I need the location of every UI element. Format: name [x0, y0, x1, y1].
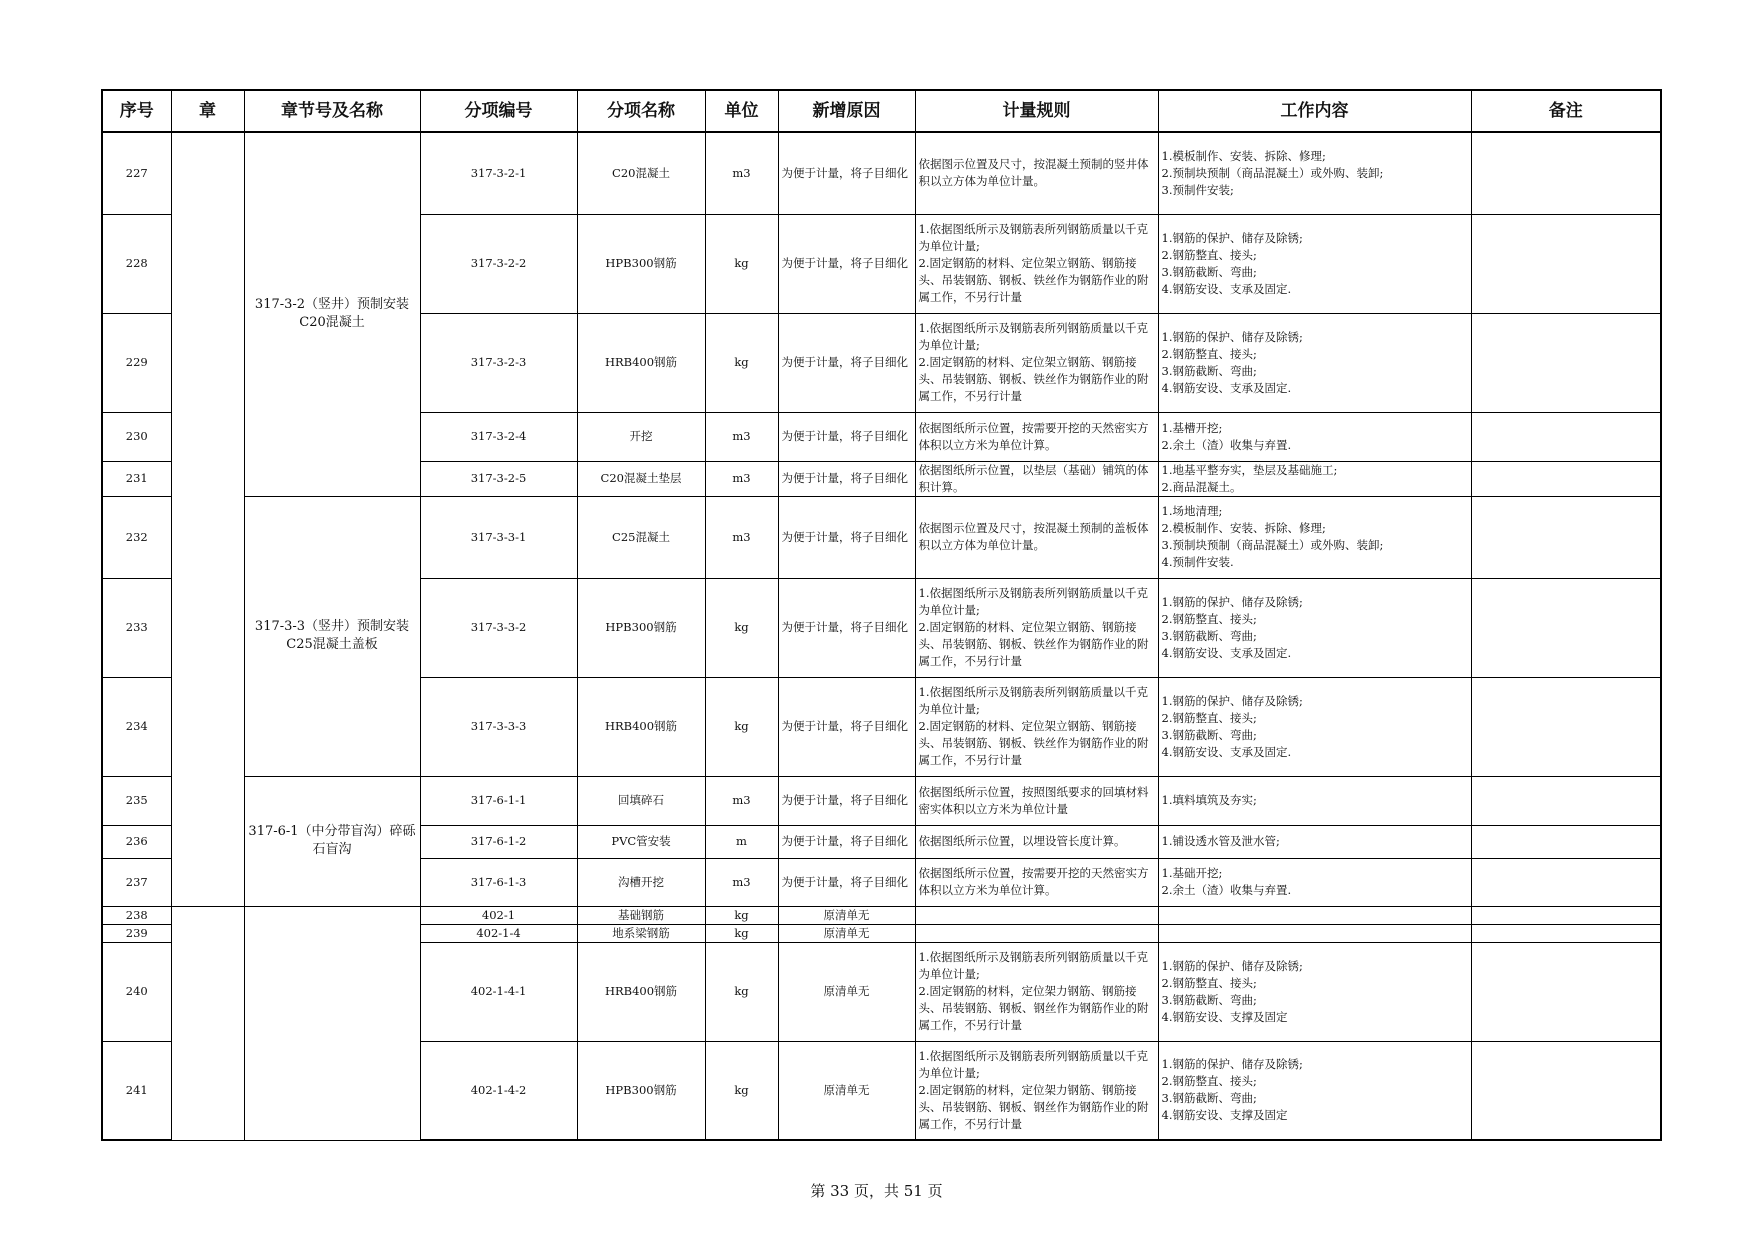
- row-unit: kg: [705, 313, 778, 412]
- row-note: [1471, 412, 1661, 461]
- table-row: [102, 132, 1661, 214]
- row-reason: 为便于计量，将子目细化: [778, 461, 915, 496]
- row-seq: 235: [102, 776, 171, 825]
- header-seq: 序号: [102, 90, 171, 132]
- row-item-code: 317-6-1-1: [420, 776, 577, 825]
- row-rule: [915, 924, 1158, 942]
- table-header-row: [102, 90, 1661, 132]
- row-item-code: 317-3-3-1: [420, 496, 577, 578]
- header-work: 工作内容: [1158, 90, 1471, 132]
- row-note: [1471, 906, 1661, 924]
- row-item-code: 317-6-1-2: [420, 825, 577, 858]
- page-number: 第 33 页，共 51 页: [810, 1182, 943, 1200]
- table-row: [102, 776, 1661, 825]
- row-seq: 241: [102, 1041, 171, 1140]
- row-work: 1.钢筋的保护、储存及除锈; 2.钢筋整直、接头; 3.钢筋截断、弯曲; 4.钢筋安设、支承及固定.: [1158, 578, 1471, 677]
- row-unit: kg: [705, 906, 778, 924]
- row-unit: m3: [705, 858, 778, 906]
- row-rule: 依据图示位置及尺寸，按混凝土预制的竖井体积以立方体为单位计量。: [915, 132, 1158, 214]
- row-work: [1158, 906, 1471, 924]
- row-seq: 238: [102, 906, 171, 924]
- row-reason: 原清单无: [778, 924, 915, 942]
- row-unit: kg: [705, 214, 778, 313]
- row-work: 1.场地清理; 2.模板制作、安装、拆除、修理; 3.预制块预制（商品混凝土）或外购、装卸; 4.预制件安装.: [1158, 496, 1471, 578]
- row-note: [1471, 677, 1661, 776]
- row-item-name: 地系梁钢筋: [577, 924, 705, 942]
- row-unit: kg: [705, 578, 778, 677]
- row-reason: 原清单无: [778, 906, 915, 924]
- row-reason: 为便于计量，将子目细化: [778, 677, 915, 776]
- row-rule: [915, 906, 1158, 924]
- row-item-code: 317-3-2-5: [420, 461, 577, 496]
- row-reason: 为便于计量，将子目细化: [778, 313, 915, 412]
- row-seq: 237: [102, 858, 171, 906]
- row-rule: 依据图纸所示位置，按需要开挖的天然密实方体积以立方米为单位计算。: [915, 858, 1158, 906]
- bill-of-quantities-table: [101, 89, 1662, 1141]
- row-item-name: HPB300钢筋: [577, 214, 705, 313]
- row-unit: kg: [705, 1041, 778, 1140]
- row-rule: 依据图纸所示位置，按需要开挖的天然密实方体积以立方米为单位计算。: [915, 412, 1158, 461]
- row-item-name: 沟槽开挖: [577, 858, 705, 906]
- row-item-code: 317-3-3-3: [420, 677, 577, 776]
- row-seq: 227: [102, 132, 171, 214]
- row-note: [1471, 825, 1661, 858]
- row-reason: 为便于计量，将子目细化: [778, 412, 915, 461]
- row-section: [244, 906, 420, 1140]
- row-item-name: HRB400钢筋: [577, 942, 705, 1041]
- row-rule: 1.依据图纸所示及钢筋表所列钢筋质量以千克为单位计量; 2.固定钢筋的材料、定位架立钢筋、钢筋接头、吊装钢筋、钢板、铁丝作为钢筋作业的附属工作，不另行计量: [915, 578, 1158, 677]
- row-note: [1471, 942, 1661, 1041]
- row-item-code: 317-6-1-3: [420, 858, 577, 906]
- row-item-name: HPB300钢筋: [577, 1041, 705, 1140]
- row-seq: 231: [102, 461, 171, 496]
- row-reason: 为便于计量，将子目细化: [778, 776, 915, 825]
- row-note: [1471, 1041, 1661, 1140]
- row-seq: 230: [102, 412, 171, 461]
- header-unit: 单位: [705, 90, 778, 132]
- row-unit: m3: [705, 496, 778, 578]
- row-item-code: 317-3-2-1: [420, 132, 577, 214]
- row-rule: 1.依据图纸所示及钢筋表所列钢筋质量以千克为单位计量; 2.固定钢筋的材料、定位架立钢筋、钢筋接头、吊装钢筋、钢板、铁丝作为钢筋作业的附属工作，不另行计量: [915, 313, 1158, 412]
- row-seq: 232: [102, 496, 171, 578]
- row-unit: m3: [705, 776, 778, 825]
- row-reason: 为便于计量，将子目细化: [778, 858, 915, 906]
- row-seq: 240: [102, 942, 171, 1041]
- row-item-code: 317-3-2-2: [420, 214, 577, 313]
- row-item-name: C20混凝土垫层: [577, 461, 705, 496]
- row-reason: 为便于计量，将子目细化: [778, 496, 915, 578]
- row-rule: 依据图纸所示位置，按照图纸要求的回填材料密实体积以立方米为单位计量: [915, 776, 1158, 825]
- row-unit: m3: [705, 132, 778, 214]
- header-chapter: 章: [171, 90, 244, 132]
- header-note: 备注: [1471, 90, 1661, 132]
- row-note: [1471, 496, 1661, 578]
- row-reason: 原清单无: [778, 1041, 915, 1140]
- row-reason: 为便于计量，将子目细化: [778, 825, 915, 858]
- row-unit: m3: [705, 461, 778, 496]
- row-item-name: 开挖: [577, 412, 705, 461]
- row-work: 1.钢筋的保护、储存及除锈; 2.钢筋整直、接头; 3.钢筋截断、弯曲; 4.钢筋安设、支撑及固定: [1158, 1041, 1471, 1140]
- row-work: 1.钢筋的保护、储存及除锈; 2.钢筋整直、接头; 3.钢筋截断、弯曲; 4.钢筋安设、支承及固定.: [1158, 214, 1471, 313]
- row-work: 1.铺设透水管及泄水管;: [1158, 825, 1471, 858]
- row-rule: 1.依据图纸所示及钢筋表所列钢筋质量以千克为单位计量; 2.固定钢筋的材料，定位架力钢筋、钢筋接头、吊装钢筋、钢板、钢丝作为钢筋作业的附属工作，不另行计量: [915, 1041, 1158, 1140]
- row-note: [1471, 214, 1661, 313]
- row-unit: m: [705, 825, 778, 858]
- row-note: [1471, 461, 1661, 496]
- row-item-name: HRB400钢筋: [577, 677, 705, 776]
- row-item-code: 402-1-4-2: [420, 1041, 577, 1140]
- row-rule: 依据图示位置及尺寸，按混凝土预制的盖板体积以立方体为单位计量。: [915, 496, 1158, 578]
- row-rule: 1.依据图纸所示及钢筋表所列钢筋质量以千克为单位计量; 2.固定钢筋的材料、定位架立钢筋、钢筋接头、吊装钢筋、钢板、铁丝作为钢筋作业的附属工作，不另行计量: [915, 214, 1158, 313]
- table-row: [102, 906, 1661, 924]
- row-rule: 依据图纸所示位置，以埋设管长度计算。: [915, 825, 1158, 858]
- row-unit: m3: [705, 412, 778, 461]
- row-note: [1471, 132, 1661, 214]
- row-seq: 236: [102, 825, 171, 858]
- row-seq: 228: [102, 214, 171, 313]
- row-item-code: 317-3-3-2: [420, 578, 577, 677]
- row-item-name: PVC管安装: [577, 825, 705, 858]
- table-body: [102, 132, 1661, 1140]
- row-item-code: 317-3-2-4: [420, 412, 577, 461]
- row-note: [1471, 578, 1661, 677]
- row-work: 1.钢筋的保护、储存及除锈; 2.钢筋整直、接头; 3.钢筋截断、弯曲; 4.钢筋安设、支承及固定.: [1158, 677, 1471, 776]
- row-note: [1471, 776, 1661, 825]
- row-seq: 229: [102, 313, 171, 412]
- row-reason: 为便于计量，将子目细化: [778, 578, 915, 677]
- header-reason: 新增原因: [778, 90, 915, 132]
- row-item-code: 402-1-4: [420, 924, 577, 942]
- row-reason: 原清单无: [778, 942, 915, 1041]
- row-work: 1.钢筋的保护、储存及除锈; 2.钢筋整直、接头; 3.钢筋截断、弯曲; 4.钢筋安设、支撑及固定: [1158, 942, 1471, 1041]
- row-note: [1471, 858, 1661, 906]
- row-note: [1471, 313, 1661, 412]
- row-section: 317-6-1（中分带盲沟）碎砾石盲沟: [244, 776, 420, 906]
- row-seq: 233: [102, 578, 171, 677]
- row-work: 1.钢筋的保护、储存及除锈; 2.钢筋整直、接头; 3.钢筋截断、弯曲; 4.钢筋安设、支承及固定.: [1158, 313, 1471, 412]
- row-seq: 234: [102, 677, 171, 776]
- header-rule: 计量规则: [915, 90, 1158, 132]
- row-note: [1471, 924, 1661, 942]
- row-work: 1.模板制作、安装、拆除、修理; 2.预制块预制（商品混凝土）或外购、装卸; 3.预制件安装;: [1158, 132, 1471, 214]
- row-unit: kg: [705, 942, 778, 1041]
- row-item-name: C20混凝土: [577, 132, 705, 214]
- row-seq: 239: [102, 924, 171, 942]
- header-item-name: 分项名称: [577, 90, 705, 132]
- row-chapter: [171, 132, 244, 906]
- row-section: 317-3-2（竖井）预制安装C20混凝土: [244, 132, 420, 496]
- row-reason: 为便于计量，将子目细化: [778, 132, 915, 214]
- row-item-name: 基础钢筋: [577, 906, 705, 924]
- row-item-name: HPB300钢筋: [577, 578, 705, 677]
- header-item-code: 分项编号: [420, 90, 577, 132]
- row-work: 1.基础开挖; 2.余土（渣）收集与弃置.: [1158, 858, 1471, 906]
- row-reason: 为便于计量，将子目细化: [778, 214, 915, 313]
- row-work: [1158, 924, 1471, 942]
- row-work: 1.地基平整夯实，垫层及基础施工; 2.商品混凝土。: [1158, 461, 1471, 496]
- row-chapter: [171, 906, 244, 1140]
- row-unit: kg: [705, 924, 778, 942]
- row-work: 1.填料填筑及夯实;: [1158, 776, 1471, 825]
- row-item-name: 回填碎石: [577, 776, 705, 825]
- table-row: [102, 496, 1661, 578]
- row-item-code: 402-1-4-1: [420, 942, 577, 1041]
- row-item-name: HRB400钢筋: [577, 313, 705, 412]
- row-section: 317-3-3（竖井）预制安装C25混凝土盖板: [244, 496, 420, 776]
- row-unit: kg: [705, 677, 778, 776]
- row-rule: 1.依据图纸所示及钢筋表所列钢筋质量以千克为单位计量; 2.固定钢筋的材料、定位架立钢筋、钢筋接头、吊装钢筋、钢板、铁丝作为钢筋作业的附属工作，不另行计量: [915, 677, 1158, 776]
- row-item-name: C25混凝土: [577, 496, 705, 578]
- row-item-code: 402-1: [420, 906, 577, 924]
- row-work: 1.基槽开挖; 2.余土（渣）收集与弃置.: [1158, 412, 1471, 461]
- row-rule: 依据图纸所示位置，以垫层（基础）铺筑的体积计算。: [915, 461, 1158, 496]
- row-rule: 1.依据图纸所示及钢筋表所列钢筋质量以千克为单位计量; 2.固定钢筋的材料，定位架力钢筋、钢筋接头、吊装钢筋、钢板、钢丝作为钢筋作业的附属工作，不另行计量: [915, 942, 1158, 1041]
- row-item-code: 317-3-2-3: [420, 313, 577, 412]
- header-section: 章节号及名称: [244, 90, 420, 132]
